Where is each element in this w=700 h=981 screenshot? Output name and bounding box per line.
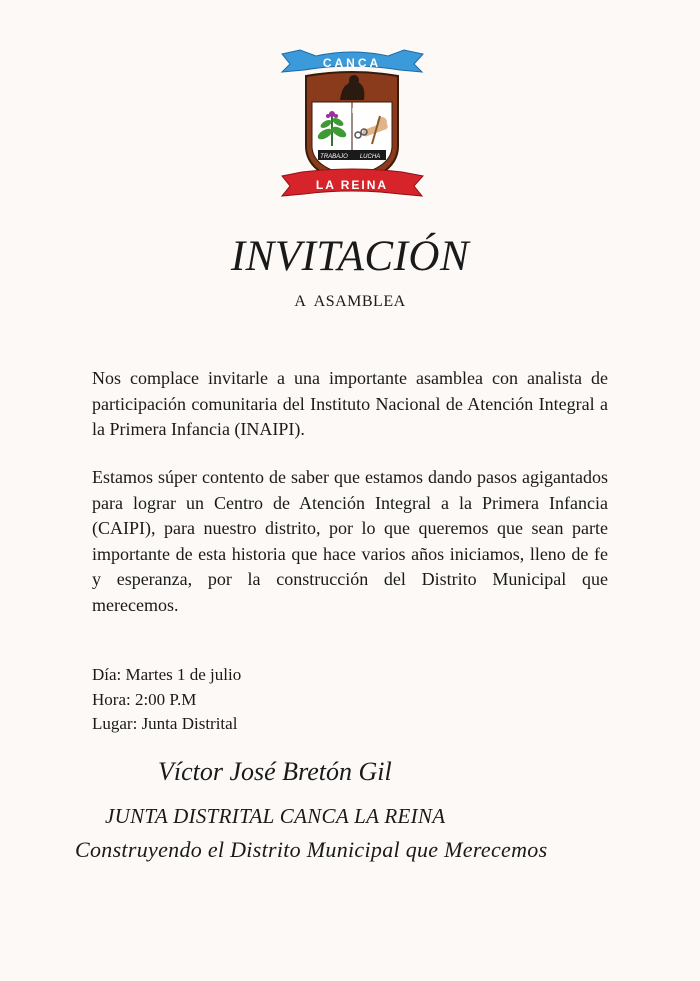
event-details	[92, 663, 241, 737]
event-day: Día: Martes 1 de julio	[92, 665, 242, 684]
invitation-subtitle: A ASAMBLEA	[294, 293, 406, 310]
signature-name: Víctor José Bretón Gil	[158, 757, 392, 786]
motto-left: TRABAJO	[320, 154, 348, 160]
event-time: Hora: 2:00 P.M	[92, 689, 197, 709]
fe-text: FE	[347, 108, 357, 115]
motto-right: LUCHA	[359, 154, 381, 160]
canca-la-reina-coat-of-arms	[280, 46, 425, 202]
signature-organization: JUNTA DISTRITAL CANCA LA REINA	[105, 804, 446, 828]
invitation-title: INVITACIÓN	[230, 233, 470, 280]
top-banner-text: CANCA	[322, 56, 382, 70]
body-paragraph-1: Nos complace invitarle a una importante asamblea con analista de participación comunitaria del Instituto Nacional de Atención Integral a la Primera Infancia (INAIPI).	[92, 368, 608, 439]
signature-motto: Construyendo el Distrito Municipal que Merecemos	[75, 837, 548, 862]
body-paragraph-2: Estamos súper contento de saber que estamos dando pasos agigantados para lograr un Centro de Atención Integral a la Primera Infancia (CAIPI), para nuestro distrito, por lo que queremos que sean parte importante de esta historia que hace varios años iniciamos, lleno de fe y esperanza, por la construcción del Distrito Municipal que merecemos.	[92, 467, 608, 615]
bottom-banner-text: LA REINA	[315, 178, 389, 192]
event-place: Lugar: Junta Distrital	[92, 714, 238, 733]
